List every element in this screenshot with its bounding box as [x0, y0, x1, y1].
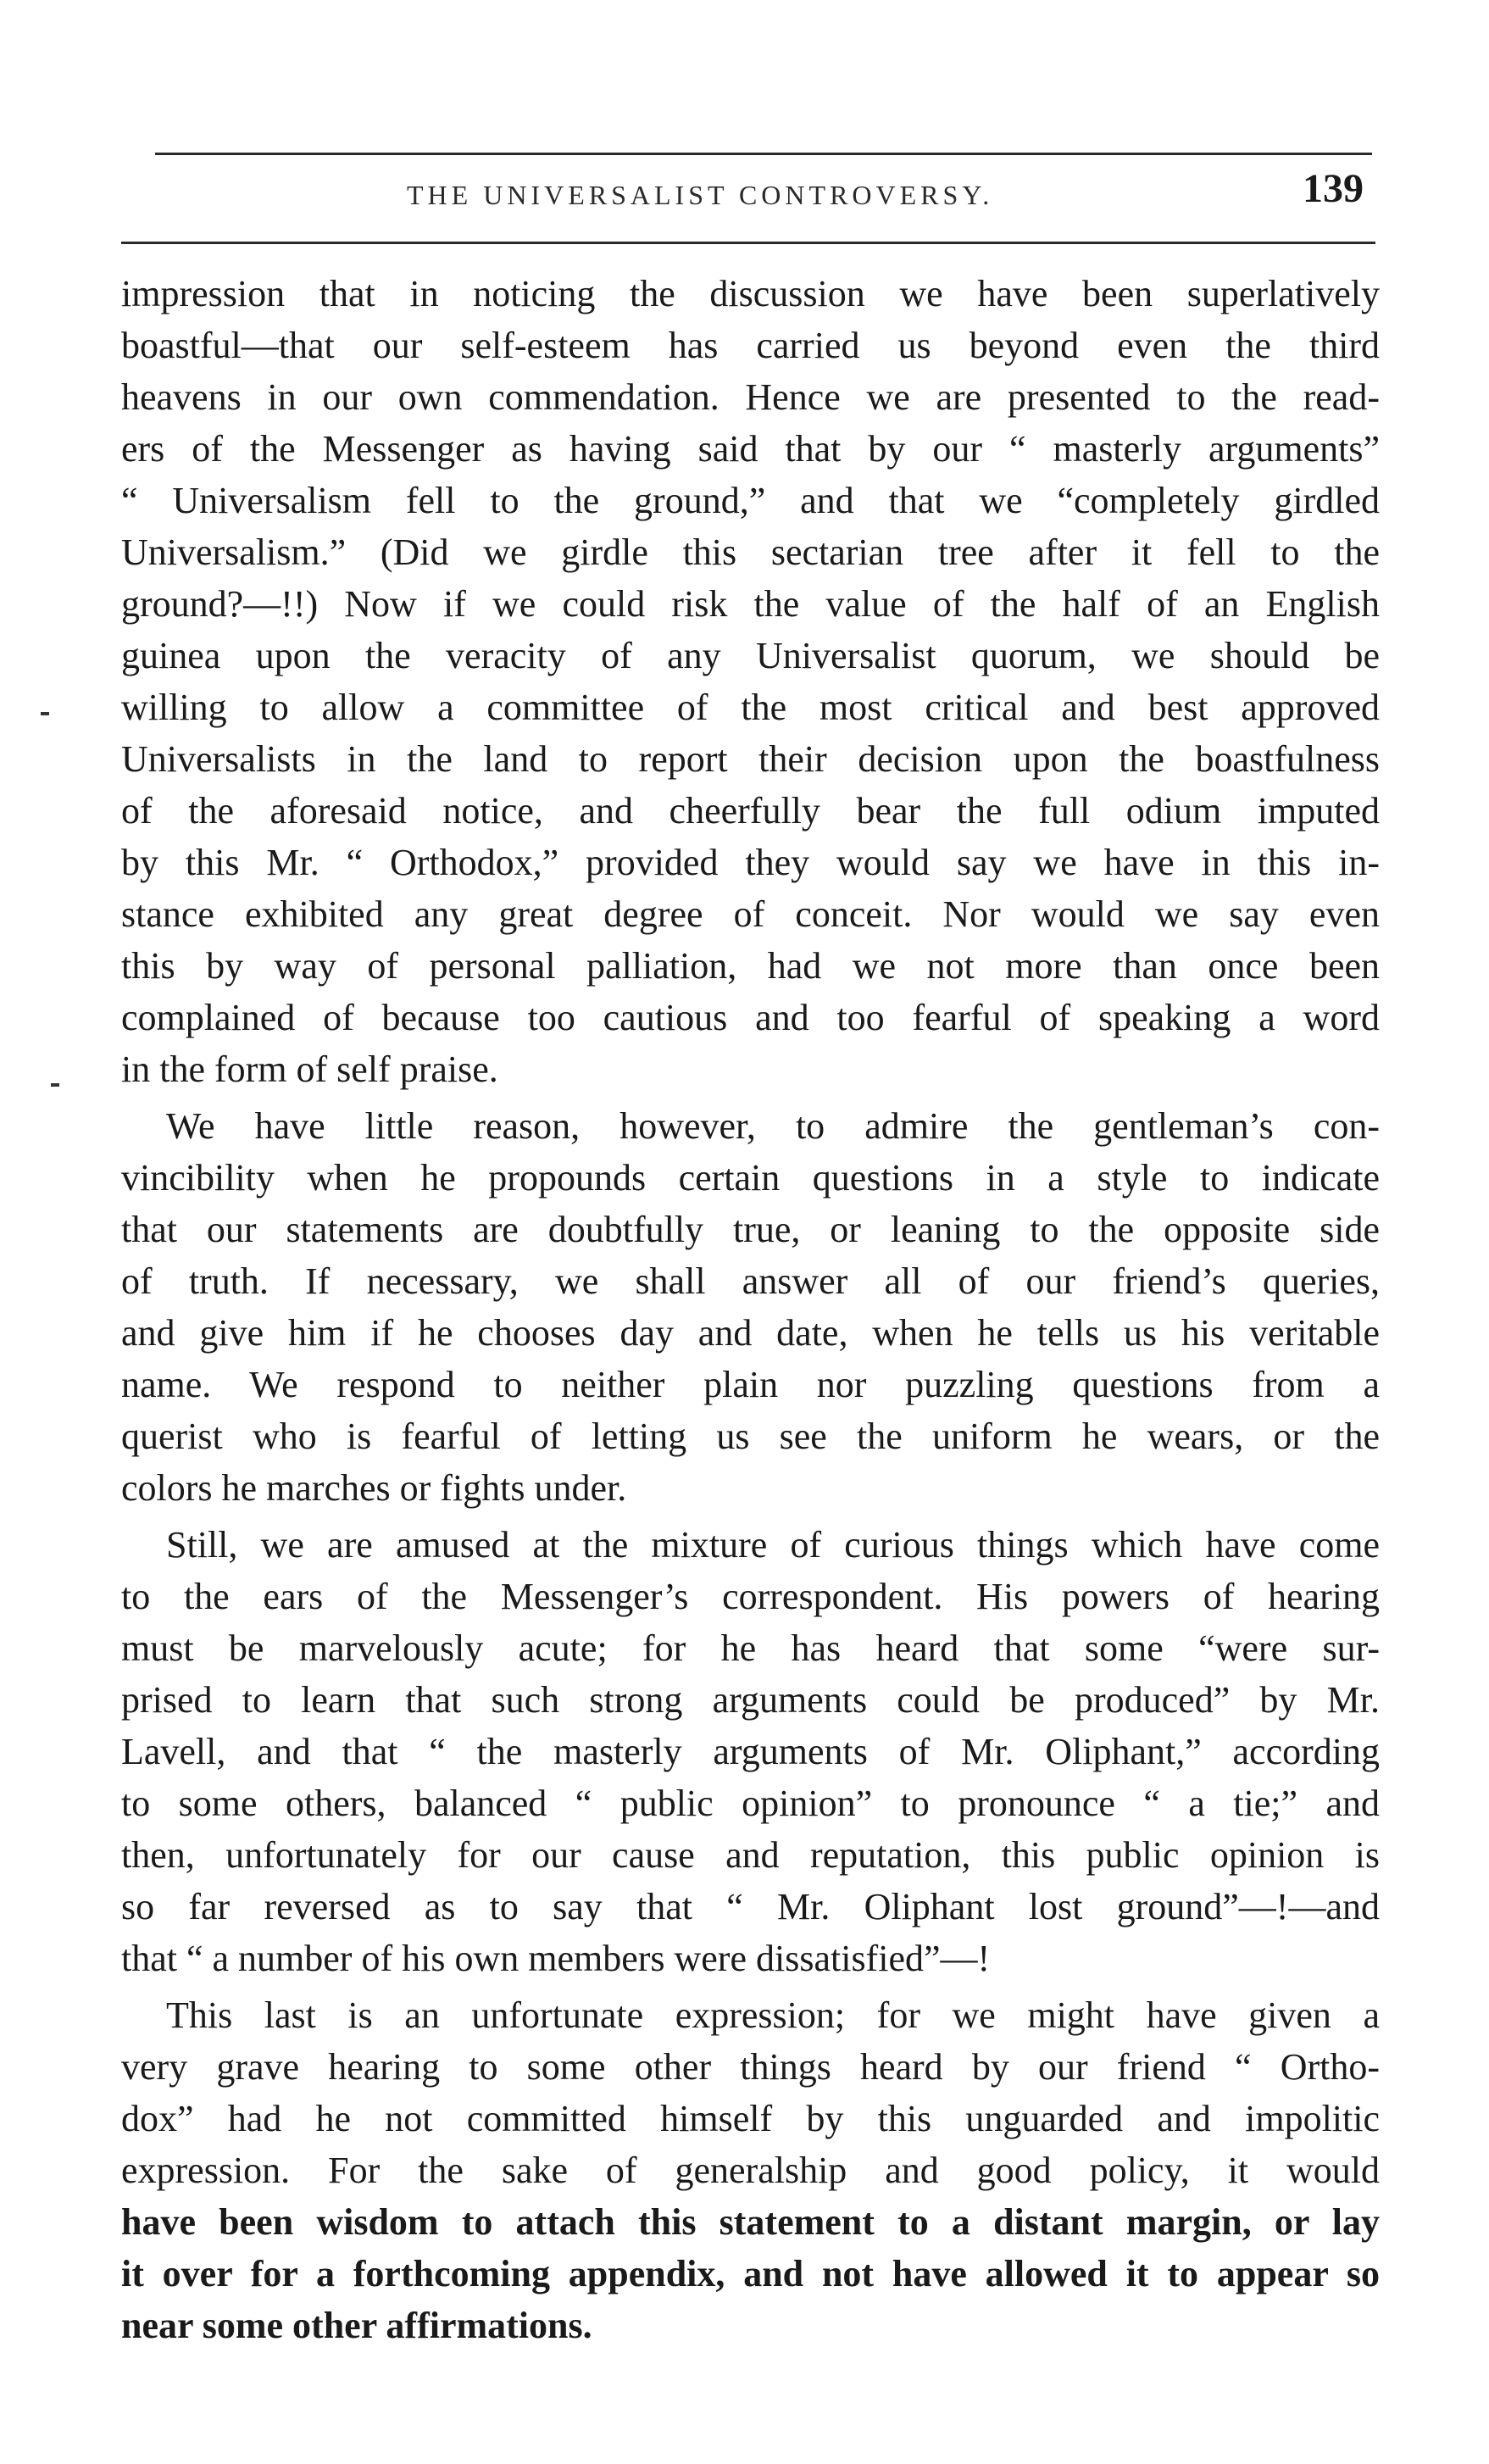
text-line: We have little reason, however, to admire the gentleman’s con- — [166, 1105, 1380, 1147]
text-line: have been wisdom to attach this statement to a distant margin, or lay — [121, 2201, 1380, 2243]
text-line: “ Universalism fell to the ground,” and that we “completely girdled — [121, 480, 1380, 521]
text-line: very grave hearing to some other things heard by our friend “ Ortho- — [121, 2046, 1380, 2088]
text-line: that “ a number of his own members were dissatisfied”—! — [121, 1938, 991, 1979]
header-bottom-rule — [121, 242, 1375, 244]
text-line: and give him if he chooses day and date, when he tells us his veritable — [121, 1312, 1380, 1354]
text-line: of the aforesaid notice, and cheerfully bear the full odium imputed — [121, 790, 1380, 832]
text-line: of truth. If necessary, we shall answer all of our friend’s queries, — [121, 1260, 1380, 1302]
text-line: near some other affirmations. — [121, 2305, 592, 2346]
paragraph — [121, 1989, 1380, 2351]
text-line: ers of the Messenger as having said that by our “ masterly arguments” — [121, 428, 1380, 470]
paragraph — [121, 1519, 1380, 1984]
running-head: THE UNIVERSALIST CONTROVERSY. — [407, 180, 994, 210]
text-line: in the form of self praise. — [121, 1048, 498, 1090]
margin-mark — [41, 712, 49, 715]
text-line: Lavell, and that “ the masterly arguments of Mr. Oliphant,” according — [121, 1731, 1380, 1772]
text-line: to the ears of the Messenger’s correspondent. His powers of hearing — [121, 1576, 1380, 1617]
text-line: name. We respond to neither plain nor puzzling questions from a — [121, 1364, 1380, 1405]
header-top-rule — [155, 153, 1372, 155]
text-line: Universalism.” (Did we girdle this sectarian tree after it fell to the — [121, 531, 1380, 573]
text-line: to some others, balanced “ public opinion” to pronounce “ a tie;” and — [121, 1783, 1380, 1824]
text-line: boastful—that our self-esteem has carried us beyond even the third — [121, 325, 1380, 366]
text-line: prised to learn that such strong arguments could be produced” by Mr. — [121, 1679, 1380, 1721]
text-line: impression that in noticing the discussion we have been superlatively — [121, 273, 1380, 314]
text-line: heavens in our own commendation. Hence we are presented to the read- — [121, 376, 1380, 418]
text-line: willing to allow a committee of the most critical and best approved — [121, 687, 1380, 728]
text-line: guinea upon the veracity of any Universalist quorum, we should be — [121, 635, 1380, 676]
text-line: expression. For the sake of generalship and good policy, it would — [121, 2150, 1380, 2191]
text-line: dox” had he not committed himself by this unguarded and impolitic — [121, 2098, 1380, 2139]
text-line: must be marvelously acute; for he has heard that some “were sur- — [121, 1627, 1380, 1669]
paragraph — [121, 1100, 1380, 1514]
margin-mark — [51, 1083, 59, 1087]
text-line: Universalists in the land to report their decision upon the boastfulness — [121, 738, 1380, 780]
text-line: that our statements are doubtfully true, or leaning to the opposite side — [121, 1209, 1380, 1250]
text-line: This last is an unfortunate expression; for we might have given a — [166, 1994, 1380, 2036]
text-line: ground?—!!) Now if we could risk the value of the half of an English — [121, 583, 1380, 625]
text-line: this by way of personal palliation, had we not more than once been — [121, 945, 1380, 987]
text-line: stance exhibited any great degree of conceit. Nor would we say even — [121, 893, 1380, 935]
body-text — [121, 268, 1380, 2351]
paragraph — [121, 268, 1380, 1095]
text-line: then, unfortunately for our cause and reputation, this public opinion is — [121, 1834, 1380, 1876]
text-line: so far reversed as to say that “ Mr. Oliphant lost ground”—!—and — [121, 1886, 1380, 1927]
text-line: Still, we are amused at the mixture of curious things which have come — [166, 1524, 1380, 1566]
page-number: 139 — [1303, 166, 1364, 211]
text-line: colors he marches or fights under. — [121, 1467, 627, 1509]
text-line: by this Mr. “ Orthodox,” provided they would say we have in this in- — [121, 842, 1380, 883]
text-line: querist who is fearful of letting us see the uniform he wears, or the — [121, 1416, 1380, 1457]
text-line: vincibility when he propounds certain questions in a style to indicate — [121, 1157, 1380, 1199]
text-line: complained of because too cautious and too fearful of speaking a word — [121, 997, 1380, 1038]
text-line: it over for a forthcoming appendix, and not have allowed it to appear so — [121, 2253, 1380, 2294]
